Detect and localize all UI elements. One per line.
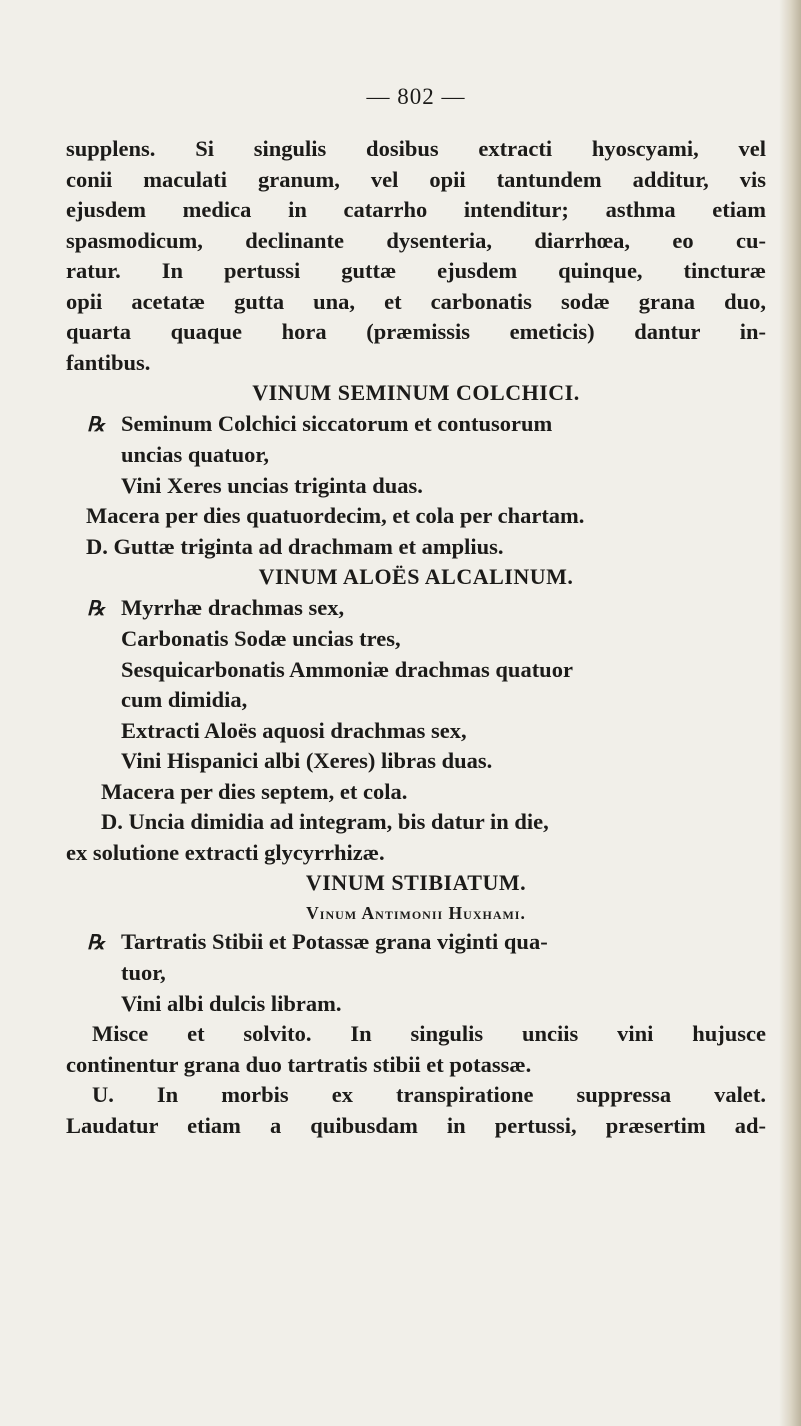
ingredient-text: Myrrhæ drachmas sex, [121,594,345,620]
ingredient-text: Tartratis Stibii et Potassæ grana viginti qua- [121,928,548,954]
ingredient-line: uncias quatuor, [121,442,269,467]
ingredient-line: Carbonatis Sodæ uncias tres, [121,626,401,651]
text-line: spasmodicum, declinante dysenteria, diarrhœa, eo cu- [66,227,766,253]
ingredient-line: Sesquicarbonatis Ammoniæ drachmas quatuor [121,656,573,682]
recipe-line [66,593,766,625]
use-line: Laudatur etiam a quibusdam in pertussi, præsertim ad- [66,1112,766,1138]
text-line: ejusdem medica in catarrho intenditur; asthma etiam [66,197,766,222]
dose-line: D. Uncia dimidia ad integram, bis datur in die, [101,809,549,834]
dose-line: ex solutione extracti glycyrrhizæ. [66,839,385,865]
ingredient-line: tuor, [121,960,166,985]
page-header: — 802 — [366,84,466,109]
recipe-line [66,409,766,441]
text-line: fantibus. [66,349,151,375]
section-title: VINUM SEMINUM COLCHICI. [252,380,580,405]
text-line: opii acetatæ gutta una, et carbonatis sodæ grana duo, [66,288,766,314]
text-line: conii maculati granum, vel opii tantundem additur, vis [66,166,766,192]
instruction-line: Macera per dies septem, et cola. [101,778,408,804]
recipe-line [66,927,766,959]
instruction-line: Macera per dies quatuordecim, et cola per chartam. [86,503,585,528]
paragraph-intro [66,134,766,378]
ingredient-line: Vini Hispanici albi (Xeres) libras duas. [121,748,493,773]
section-title: VINUM ALOËS ALCALINUM. [258,564,574,589]
section-vinum-stibiatum [66,868,766,1141]
section-title: VINUM STIBIATUM. [305,870,527,895]
section-subtitle: Vinum Antimonii Huxhami. [306,902,526,923]
ingredient-line: Vini albi dulcis libram. [121,990,342,1016]
text-line: supplens. Si singulis dosibus extracti hyoscyami, vel [66,136,766,161]
text-line: quarta quaque hora (præmissis emeticis) dantur in- [66,319,766,344]
recipe-symbol: ℞ [87,931,105,954]
instruction-line: continentur grana duo tartratis stibii et potassæ. [66,1051,532,1077]
recipe-symbol: ℞ [87,597,105,620]
use-line: U. In morbis ex transpiratione suppressa valet. [92,1082,766,1107]
dose-line: D. Guttæ triginta ad drachmam et amplius. [86,533,504,559]
section-vinum-seminum-colchici [66,378,766,562]
ingredient-line: cum dimidia, [121,687,248,712]
recipe-symbol: ℞ [87,413,105,436]
text-line: ratur. In pertussi guttæ ejusdem quinque, tincturæ [66,258,766,283]
ingredient-text: Seminum Colchici siccatorum et contusorum [121,410,553,436]
ingredient-line: Extracti Aloës aquosi drachmas sex, [121,717,467,743]
ingredient-line: Vini Xeres uncias triginta duas. [121,472,423,498]
page-edge-shadow [779,0,801,1426]
instruction-line: Misce et solvito. In singulis unciis vini hujusce [92,1021,766,1046]
book-page [66,82,766,1141]
section-vinum-aloes-alcalinum [66,562,766,868]
